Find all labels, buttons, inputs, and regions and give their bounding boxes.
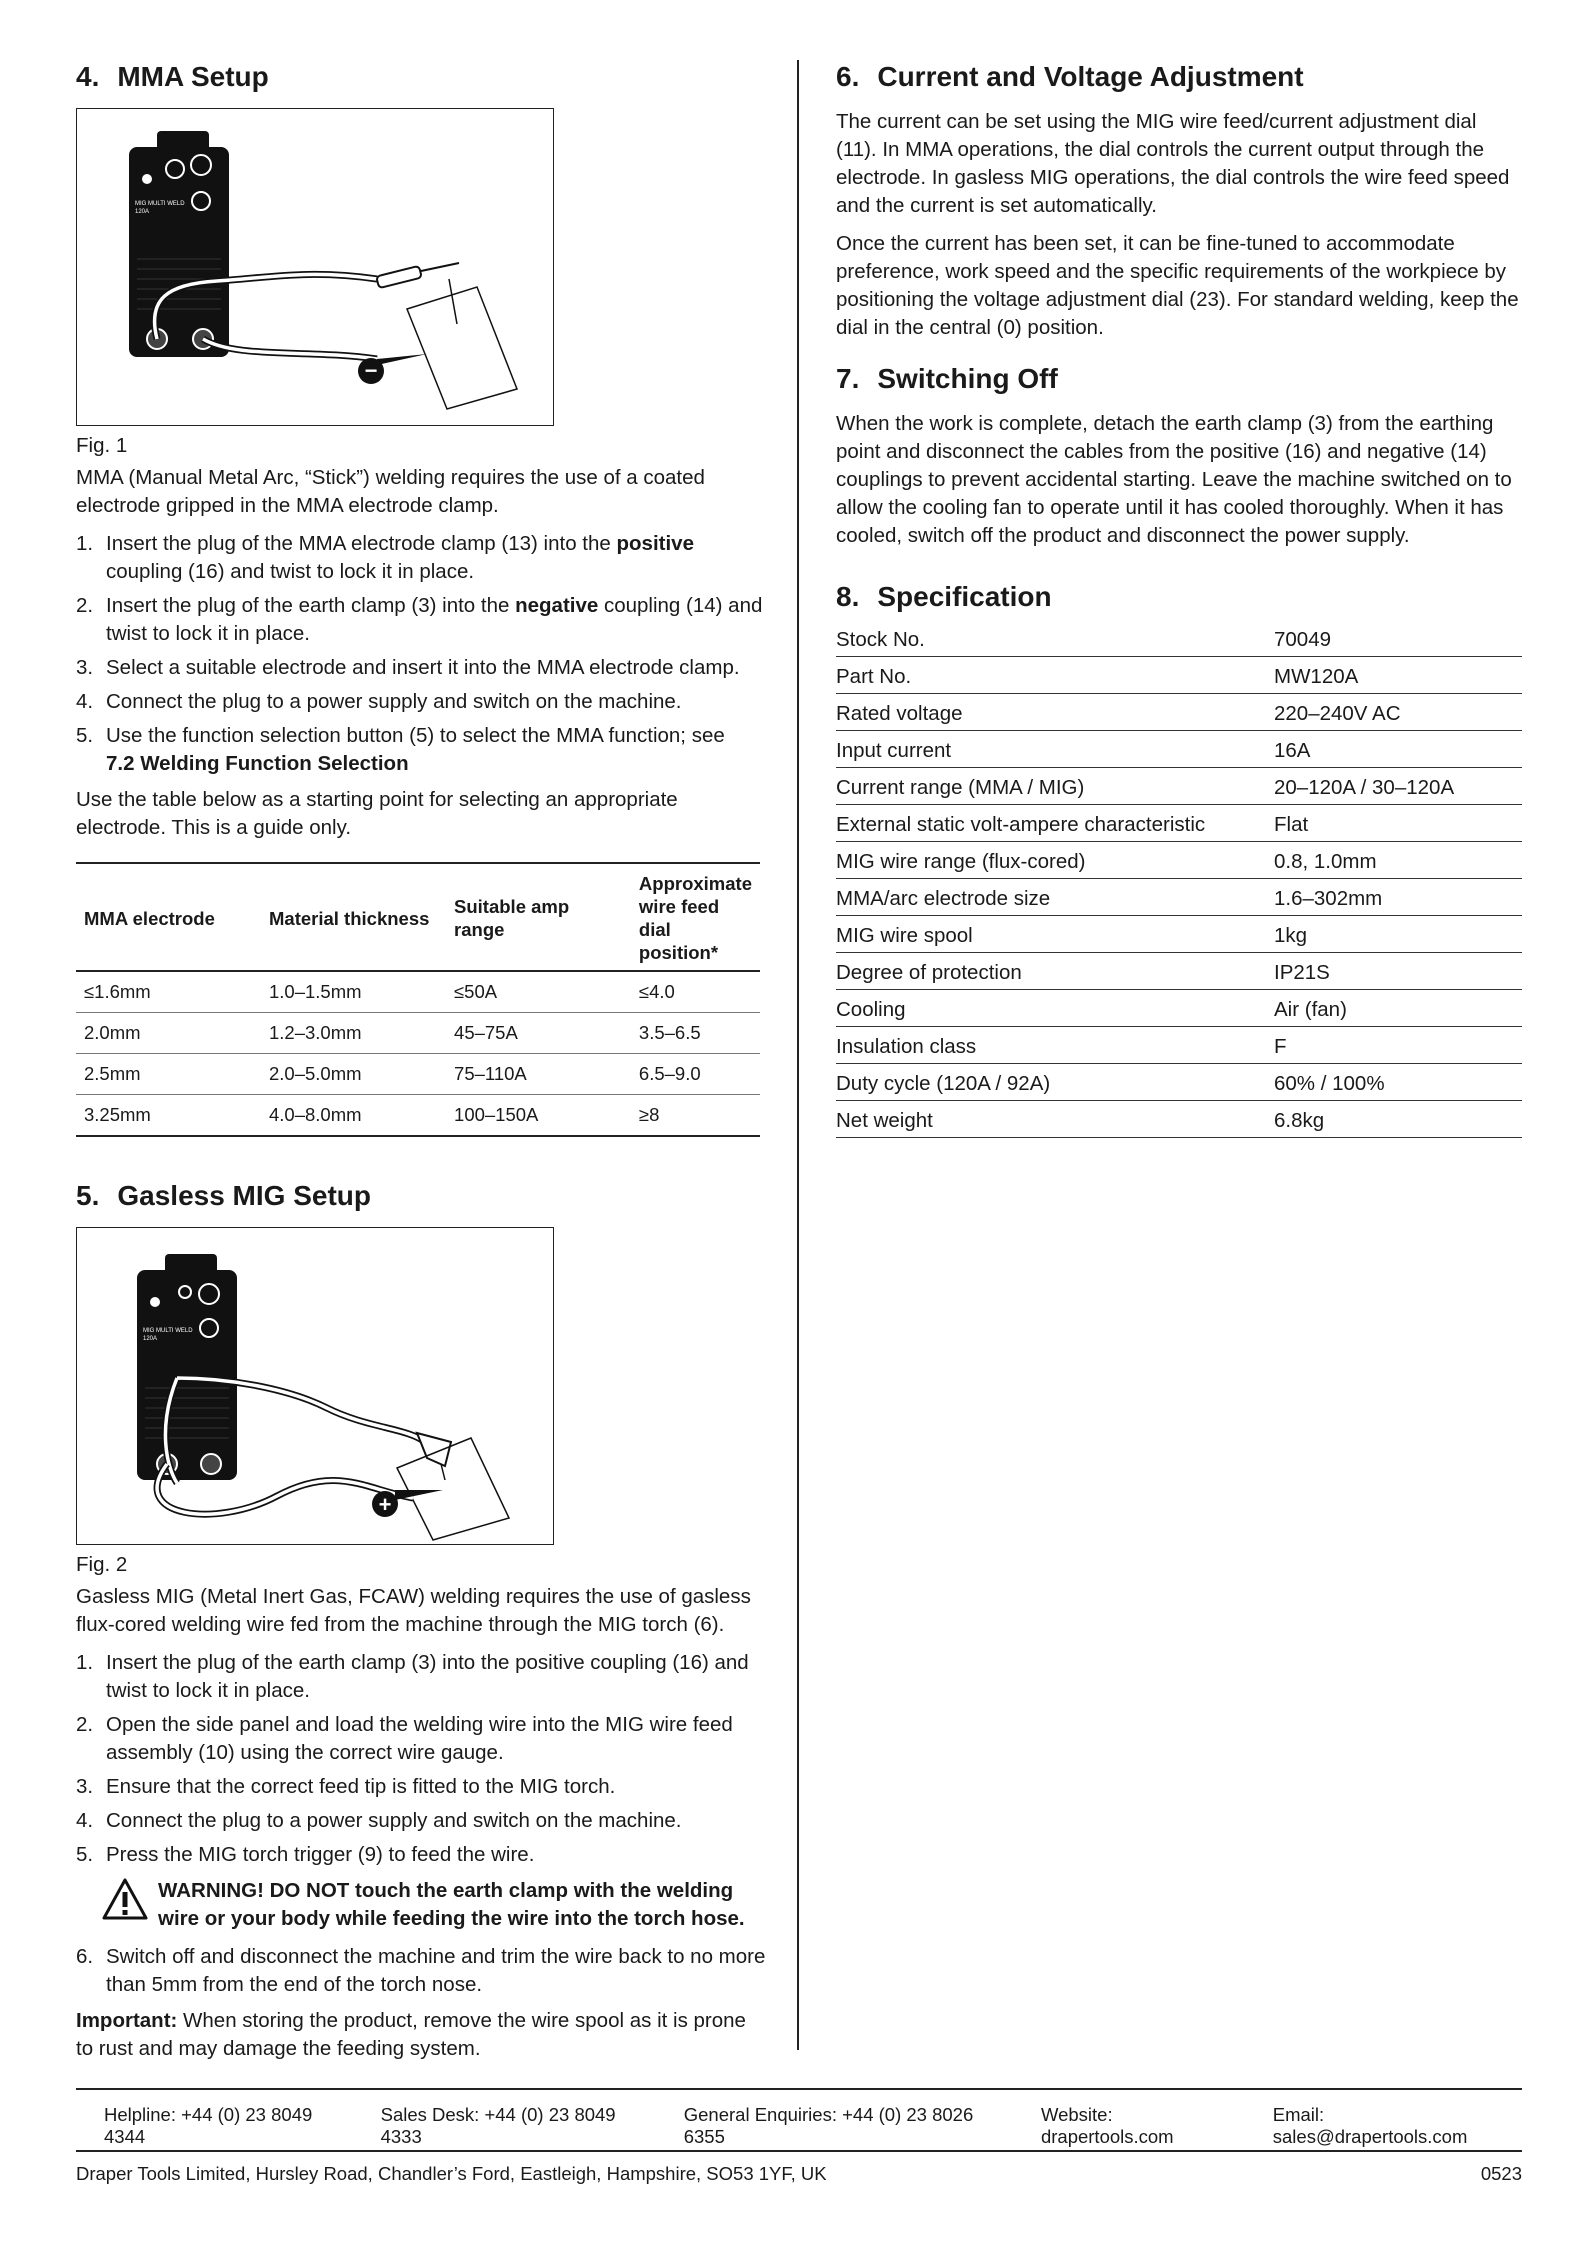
mig-intro: Gasless MIG (Metal Inert Gas, FCAW) welding requires the use of gasless flux-cored welding wire fed from the machine through the MIG torch (6).	[76, 1585, 751, 1636]
left-column	[76, 60, 766, 2073]
table-row	[836, 916, 1522, 953]
machine-name-label: MIG MULTI WELD	[143, 1328, 193, 1334]
table-row	[836, 1101, 1522, 1138]
spec-value: MW120A	[1274, 665, 1359, 688]
table-cell: 1.2–3.0mm	[261, 1013, 446, 1054]
spec-label: Insulation class	[836, 1035, 977, 1058]
mma-intro: MMA (Manual Metal Arc, “Stick”) welding requires the use of a coated electrode gripped in the MMA electrode clamp.	[76, 466, 705, 517]
table-header-row	[76, 863, 760, 971]
website-link[interactable]: Website: drapertools.com	[1040, 2104, 1174, 2147]
table-row	[836, 1064, 1522, 1101]
table-cell: 3.5–6.5	[631, 1013, 760, 1054]
step-text: coupling (16) and twist to lock it in place.	[106, 560, 475, 583]
footer-divider	[76, 2088, 1522, 2090]
table-intro: Use the table below as a starting point for selecting an appropriate electrode. This is a guide only.	[76, 788, 678, 839]
table-row	[836, 990, 1522, 1027]
table-cell: ≤1.6mm	[76, 971, 261, 1013]
column-header: MMA electrode	[76, 863, 261, 971]
table-cell: 75–110A	[446, 1054, 631, 1095]
warning-notice	[102, 1877, 766, 1933]
spec-label: Degree of protection	[836, 961, 1022, 984]
table-row	[836, 1027, 1522, 1064]
step-number: 6.	[76, 1945, 94, 1968]
table-cell: ≤50A	[446, 971, 631, 1013]
table-row	[76, 971, 760, 1013]
positive-sign-icon: +	[378, 1492, 392, 1517]
step-text: Open the side panel and load the welding wire into the MIG wire feed assembly (10) using the correct wire gauge.	[106, 1713, 733, 1764]
step-text: Press the MIG torch trigger (9) to feed the wire.	[106, 1843, 535, 1866]
step-number: 1.	[76, 1651, 94, 1674]
spec-label: Part No.	[836, 665, 912, 688]
helpline: Helpline: +44 (0) 23 8049 4344	[104, 2104, 313, 2147]
table-row	[836, 694, 1522, 731]
section-title: Gasless MIG Setup	[117, 1180, 371, 1211]
step-emphasis: positive	[616, 532, 694, 555]
general-enquiries: General Enquiries: +44 (0) 23 8026 6355	[683, 2104, 974, 2147]
table-row	[836, 842, 1522, 879]
important-note	[76, 2007, 766, 2063]
electrode-table	[76, 862, 760, 1137]
section-title: Specification	[877, 581, 1052, 612]
section-title: MMA Setup	[117, 61, 269, 92]
step-text: Ensure that the correct feed tip is fitted to the MIG torch.	[106, 1775, 616, 1798]
list-item	[76, 654, 766, 682]
spec-label: Net weight	[836, 1109, 933, 1132]
table-row	[836, 953, 1522, 990]
warning-text: WARNING! DO NOT touch the earth clamp with the welding wire or your body while feeding the wire into the torch hose.	[158, 1879, 745, 1930]
step-text: Insert the plug of the earth clamp (3) into the	[106, 594, 516, 617]
table-cell: ≤4.0	[631, 971, 760, 1013]
list-item	[76, 688, 766, 716]
table-cell: 2.0mm	[76, 1013, 261, 1054]
spec-label: MIG wire range (flux-cored)	[836, 850, 1086, 873]
table-cell: 6.5–9.0	[631, 1054, 760, 1095]
figure-1-mma-setup	[76, 108, 554, 426]
step-emphasis: negative	[515, 594, 599, 617]
section-number: 5.	[76, 1180, 100, 1211]
list-item	[76, 1943, 766, 1999]
important-text: When storing the product, remove the wire spool as it is prone to rust and may damage the feeding system.	[76, 2009, 746, 2060]
table-row	[76, 1054, 760, 1095]
spec-label: Current range (MMA / MIG)	[836, 776, 1085, 799]
step-number: 2.	[76, 594, 94, 617]
section-number: 4.	[76, 61, 100, 92]
company-address: Draper Tools Limited, Hursley Road, Chandler’s Ford, Eastleigh, Hampshire, SO53 1YF, UK	[76, 2163, 827, 2184]
voltage-adjust-paragraph: Once the current has been set, it can be fine-tuned to accommodate preference, work speed and the specific requirements of the workpiece by positioning the voltage adjustment dial (23). For standard welding, keep the dial in the central (0) position.	[836, 232, 1519, 339]
step-number: 2.	[76, 1713, 94, 1736]
step-text: Insert the plug of the MMA electrode clamp (13) into the	[106, 532, 617, 555]
section-number: 6.	[836, 61, 860, 92]
step-number: 4.	[76, 1809, 94, 1832]
section-number: 8.	[836, 581, 860, 612]
section-number: 7.	[836, 363, 860, 394]
table-cell: 2.0–5.0mm	[261, 1054, 446, 1095]
spec-value: Air (fan)	[1274, 998, 1347, 1021]
table-row	[836, 657, 1522, 694]
column-header: Approximate wire feed dial position*	[631, 863, 760, 971]
list-item	[76, 1807, 766, 1835]
step-number: 3.	[76, 656, 94, 679]
table-row	[836, 805, 1522, 842]
section-6-heading	[836, 60, 1522, 94]
table-row	[836, 768, 1522, 805]
mma-steps-list	[76, 530, 766, 778]
spec-value: 1kg	[1274, 924, 1308, 947]
step-number: 5.	[76, 724, 94, 747]
step-number: 4.	[76, 690, 94, 713]
list-item	[76, 1773, 766, 1801]
figure-2-gasless-mig-setup	[76, 1227, 554, 1545]
spec-value: 70049	[1274, 628, 1332, 651]
section-title: Current and Voltage Adjustment	[877, 61, 1304, 92]
spec-label: MMA/arc electrode size	[836, 887, 1051, 910]
spec-value: F	[1274, 1035, 1287, 1058]
table-cell: 3.25mm	[76, 1095, 261, 1137]
figure-2-caption: Fig. 2	[76, 1553, 128, 1576]
section-4-heading	[76, 60, 766, 94]
spec-value: 20–120A / 30–120A	[1274, 776, 1455, 799]
machine-model-label: 120A	[143, 1336, 158, 1342]
list-item	[76, 722, 766, 778]
step-number: 3.	[76, 1775, 94, 1798]
list-item	[76, 592, 766, 648]
spec-value: Flat	[1274, 813, 1309, 836]
figure-1-caption: Fig. 1	[76, 434, 128, 457]
spec-value: IP21S	[1274, 961, 1330, 984]
step-text: Connect the plug to a power supply and switch on the machine.	[106, 690, 682, 713]
section-7-heading	[836, 362, 1522, 396]
specification-table	[836, 620, 1522, 1138]
spec-label: Input current	[836, 739, 952, 762]
machine-model-label: 120A	[135, 209, 150, 215]
step-text: Use the function selection button (5) to select the MMA function; see	[106, 724, 725, 747]
table-cell: 4.0–8.0mm	[261, 1095, 446, 1137]
step-text: coupling (14) and twist to lock it in place.	[106, 594, 763, 645]
spec-value: 16A	[1274, 739, 1311, 762]
table-cell: 45–75A	[446, 1013, 631, 1054]
table-row	[836, 620, 1522, 657]
column-header: Material thickness	[261, 863, 446, 971]
column-divider	[797, 60, 799, 2050]
mma-setup-illustration	[77, 109, 553, 425]
step-text: Connect the plug to a power supply and switch on the machine.	[106, 1809, 682, 1832]
document-code: 0523	[1480, 2163, 1522, 2184]
table-row	[836, 879, 1522, 916]
mig-steps-list	[76, 1649, 766, 1869]
sales-desk: Sales Desk: +44 (0) 23 8049 4333	[380, 2104, 616, 2147]
spec-value: 220–240V AC	[1274, 702, 1401, 725]
table-cell: 1.0–1.5mm	[261, 971, 446, 1013]
spec-value: 60% / 100%	[1274, 1072, 1385, 1095]
footer-divider	[76, 2150, 1522, 2152]
list-item	[76, 1711, 766, 1767]
list-item	[76, 1649, 766, 1705]
email-link[interactable]: Email: sales@drapertools.com	[1272, 2104, 1468, 2147]
warning-triangle-icon	[102, 1877, 148, 1921]
footer-contacts	[104, 2104, 1522, 2148]
spec-label: Duty cycle (120A / 92A)	[836, 1072, 1051, 1095]
step-text: Select a suitable electrode and insert it into the MMA electrode clamp.	[106, 656, 740, 679]
spec-value: 1.6–302mm	[1274, 887, 1383, 910]
column-header: Suitable amp range	[446, 863, 631, 971]
table-cell: ≥8	[631, 1095, 760, 1137]
spec-value: 0.8, 1.0mm	[1274, 850, 1377, 873]
list-item	[76, 530, 766, 586]
spec-label: External static volt-ampere characteristic	[836, 813, 1206, 836]
switching-off-paragraph: When the work is complete, detach the earth clamp (3) from the earthing point and disconnect the cables from the positive (16) and negative (14) couplings to prevent accidental starting. Leave the machine switched on to allow the cooling fan to operate until it has cooled thoroughly. When it has cooled, switch off the product and disconnect the power supply.	[836, 412, 1512, 547]
table-cell: 100–150A	[446, 1095, 631, 1137]
section-reference: 7.2 Welding Function Selection	[106, 752, 409, 775]
list-item	[76, 1841, 766, 1869]
table-row	[76, 1095, 760, 1137]
important-label: Important:	[76, 2009, 178, 2032]
spec-label: MIG wire spool	[836, 924, 973, 947]
right-column	[836, 60, 1522, 1138]
mig-steps-list-continued	[76, 1943, 766, 1999]
spec-label: Stock No.	[836, 628, 925, 651]
mig-setup-illustration	[77, 1228, 553, 1544]
section-8-heading	[836, 580, 1522, 614]
table-cell: 2.5mm	[76, 1054, 261, 1095]
section-5-heading	[76, 1179, 766, 1213]
negative-sign-icon: −	[364, 358, 378, 383]
step-text: Insert the plug of the earth clamp (3) into the positive coupling (16) and twist to lock it in place.	[106, 1651, 749, 1702]
step-number: 1.	[76, 532, 94, 555]
table-row	[836, 731, 1522, 768]
spec-label: Rated voltage	[836, 702, 963, 725]
machine-name-label: MIG MULTI WELD	[135, 201, 185, 207]
step-text: Switch off and disconnect the machine and trim the wire back to no more than 5mm from the end of the torch nose.	[106, 1945, 766, 1996]
section-title: Switching Off	[877, 363, 1058, 394]
table-row	[76, 1013, 760, 1054]
spec-label: Cooling	[836, 998, 906, 1021]
step-number: 5.	[76, 1843, 94, 1866]
current-adjust-paragraph: The current can be set using the MIG wire feed/current adjustment dial (11). In MMA operations, the dial controls the current output through the electrode. In gasless MIG operations, the dial controls the wire feed speed and the current is set automatically.	[836, 110, 1510, 217]
spec-value: 6.8kg	[1274, 1109, 1325, 1132]
